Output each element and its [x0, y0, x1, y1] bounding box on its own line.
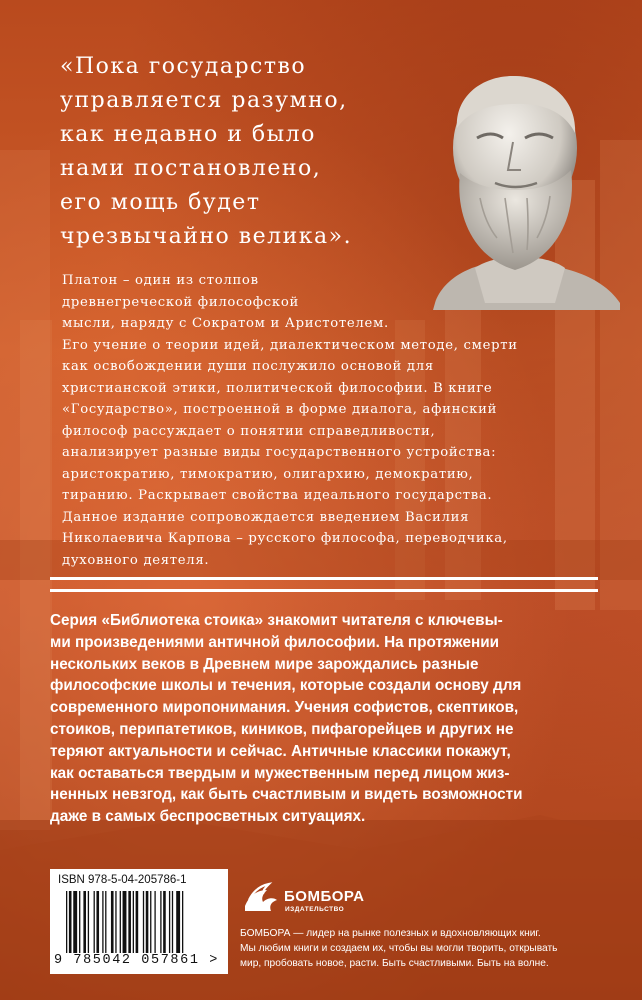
isbn-label: ISBN 978-5-04-205786-1	[58, 874, 187, 886]
publisher-subtitle: ИЗДАТЕЛЬСТВО	[285, 906, 345, 913]
barcode-bar	[163, 891, 166, 953]
barcode-bar	[73, 891, 77, 953]
barcode-bar	[105, 891, 106, 953]
publisher-text: БОМБОРА — лидер на рынке полезных и вдохновляющих книг. Мы любим книги и создаем их, чтобы вы могли творить, открывать мир, пробовать новое, расти. Быть счастливыми. Быть на волне.	[240, 928, 558, 969]
barcode-bar	[83, 891, 86, 953]
quote: «Пока государство управляется разумно, как недавно и было нами постановлено, его мощь будет чрезвычайно велика».	[60, 54, 353, 249]
series-description: Серия «Библиотека стоика» знакомит читателя с ключевы- ми произведениями античной философии. На протяжении нескольких веков в Древнем мире зарождались разные философские школы и течения, которые создали основу для современного миропонимания. Учения софистов, скептиков, стоиков, перипатетиков, киников, пифагорейцев и других не теряют актуальности и сейчас. Античные классики покажут, как оставаться твердым и мужественным перед лицом жиз- ненных невзгод, как быть счастливым и видеть возможности даже в самых беспросветных ситуациях.	[50, 612, 523, 826]
barcode-bar	[143, 891, 144, 953]
barcode-bar	[120, 891, 121, 953]
barcode-bar	[136, 891, 139, 953]
barcode-bar	[154, 891, 155, 953]
barcode-bar	[123, 891, 127, 953]
barcode-bar	[150, 891, 151, 953]
publisher-name: БОМБОРА	[284, 888, 365, 905]
barcode-bar	[96, 891, 99, 953]
barcode-bar	[146, 891, 149, 953]
barcode-bar	[69, 891, 72, 953]
barcode-bar	[133, 891, 134, 953]
barcode-bar	[128, 891, 131, 953]
barcode-bar	[102, 891, 103, 953]
barcode-bar	[111, 891, 114, 953]
barcode-bar	[94, 891, 95, 953]
barcode-digits: 9 785042 057861 >	[54, 953, 219, 968]
barcode-bar	[79, 891, 80, 953]
barcode-bar	[115, 891, 116, 953]
bombora-wave-logo	[241, 878, 281, 918]
book-description: Платон – один из столпов древнегреческой философской мысли, наряду с Сократом и Аристотелем. Его учение о теории идей, диалектическом методе, смерти как освобождении души послужило основой для христианской этики, политической философии. В книге «Государство», построенной в форме диалога, афинский философ рассуждает о понятии справедливости, анализирует разные виды государственного устройства: аристократию, тимократию, олигархию, демократию, тиранию. Раскрывает свойства идеального государства. Данное издание сопровождается введением Василия Николаевича Карпова – русского философа, переводчика, духовного деятеля.	[62, 273, 518, 568]
barcode-bar	[66, 891, 67, 953]
divider-line	[50, 589, 598, 592]
barcode-bar	[176, 891, 180, 953]
barcode-bar	[169, 891, 170, 953]
divider-line	[50, 577, 598, 580]
barcode-panel	[50, 869, 228, 974]
barcode-bar	[88, 891, 89, 953]
barcode-bar	[172, 891, 173, 953]
barcode-bar	[182, 891, 183, 953]
barcode-bar	[160, 891, 161, 953]
barcode-image	[66, 891, 222, 953]
